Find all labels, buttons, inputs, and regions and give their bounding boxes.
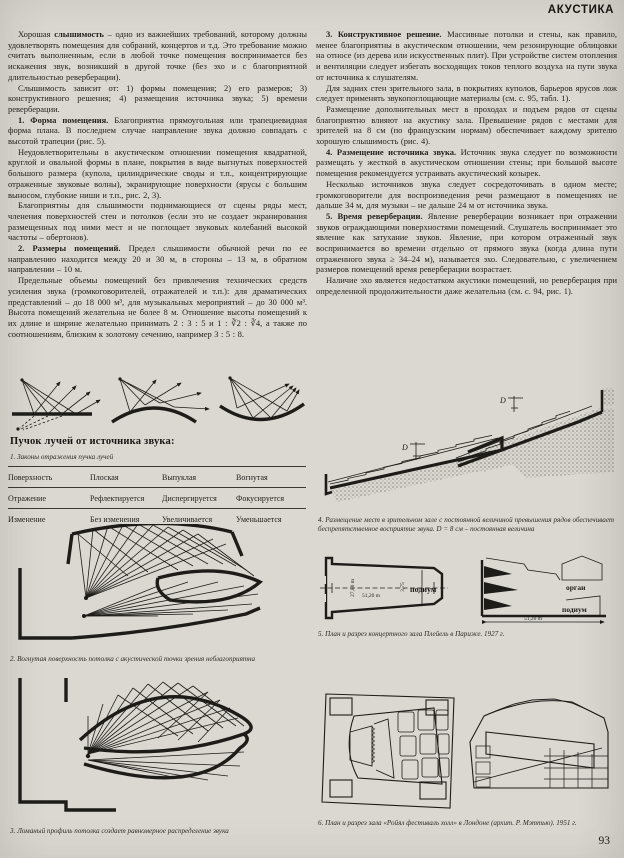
right-text-column: [316, 29, 617, 297]
plan-length-dim: 51,20 m: [362, 593, 381, 599]
paragraph-absorbing-materials: Для задних стен зрительного зала, в покрытиях куполов, барьеров ярусов лож следует применять звукопоглощающие материалы (см. с. 95, табл. 1).: [316, 82, 617, 104]
figure2-caption: 2. Вогнутая поверхность потолка с акустической точки зрения неблагоприятна: [10, 655, 256, 663]
pleyel-section: [482, 556, 606, 622]
table-cell: Отражение: [8, 493, 47, 503]
table-cell: Диспергируется: [162, 493, 217, 503]
section-length-dim: 51,20 m: [524, 616, 543, 622]
figure-pleyel-plan-section: [316, 552, 617, 628]
upper-ray-fan: [78, 524, 254, 598]
d-label-lower: D: [402, 443, 408, 452]
table-row: [8, 488, 306, 509]
figure-faceted-ceiling-section: [8, 676, 308, 824]
d-label-upper: D: [500, 396, 506, 405]
paragraph-audibility: Хорошая слышимость – одно из важнейших требований, которому должны удовлетворять помещения для собраний, концертов и т.д. Это требование можно считать выполненным, если в любой точке помещения воспринимается без искажения звук, возникший в другой точке (без эхо и с благоприятной длительностью реверберации).: [8, 29, 308, 82]
flat-surface-diagram: [12, 378, 100, 430]
figure-concave-ceiling-section: [8, 524, 308, 652]
figure4-caption: 4. Размещение мест в зрительном зале с постоянной величиной превышения рядов обеспечивает беспрепятственное восприятие звука. D = 8 см – постоянная величина: [318, 516, 614, 533]
figure3-caption: 3. Ломаный профиль потолка создает равномерное распределение звука: [10, 827, 229, 835]
table-cell: Плоская: [90, 472, 119, 482]
paragraph-unfavorable-shapes: Неудовлетворительны в акустическом отношении помещения квадратной, круглой и овальной формы в плане, покрытия в виде выгнутых поверхностей большого размера (купола, цилиндрические своды и т.п., концентрирующие отраженные звуковые волны), экранирующие поверхности (ярусы с большим выносом, глубокие ниши и т.п., рис. 2, 3).: [8, 146, 307, 200]
paragraph-structural-solution: 3. Конструктивное решение. Массивные потолки и стены, как правило, менее благоприятны в акустическом отношении, чем резонирующие облицовки на относе (из дерева или искусственных плит). При устройстве систем отопления и вентиляции следует избегать восходящих токов теплого воздуха на пути звука от источника к слушателям.: [316, 29, 617, 82]
reflection-table: [8, 466, 306, 529]
lower-floor-hatch: [330, 452, 512, 502]
section-organ-label: орган: [566, 583, 586, 592]
paragraph-room-shape: 1. Форма помещения. Благоприятна прямоугольная или трапециевидная форма плана. В последнем случае направление звука должно совпадать с высотой трапеции (рис. 5).: [8, 114, 307, 147]
ceiling-ray-fan: [88, 682, 244, 754]
right-wall-hatch: [602, 388, 614, 406]
section-podium-label: подиум: [562, 605, 587, 614]
table-cell: Выпуклая: [162, 472, 197, 482]
convex-surface-diagram: [112, 377, 209, 422]
festival-hall-plan: [322, 694, 454, 808]
figure-ray-reflection-diagrams: [8, 376, 308, 432]
figure-festival-hall-plan-section: [316, 686, 617, 816]
d-gauge-upper: [499, 396, 523, 412]
paragraph-audibility-factors: Слышимость зависит от: 1) формы помещения; 2) его размеров; 3) конструктивного решения; 4) размещения источника звука; 5) времени реверберации.: [8, 82, 307, 114]
paragraph-volume-limits: Предельные объемы помещений без привлечения технических средств усиления звука (громкоговорителей, отражателей и т.п.): для драматических представлений – до 18 000 м³, для музыкальных мероприятий – до 30 000 м³. Высота помещений желательна не более 8 м. Отношение высоты помещений к их длине и ширине желательно принимать 2 : 3 : 5 и 1 : ∛2 : ∛4, а также по соотношениям, близким к золотому сечению, например 3 : 5 : 8.: [8, 275, 307, 339]
table-cell: Рефлектируется: [90, 493, 145, 503]
table-cell: Фокусируется: [236, 493, 285, 503]
table-cell: Уменьшается: [236, 514, 282, 524]
page-header-title: АКУСТИКА: [547, 4, 614, 16]
concave-surface-diagram: [220, 376, 304, 419]
table-caption-reflection-laws: 1. Законы отражения пучка лучей: [10, 453, 114, 461]
plan-podium-label: подиум: [410, 585, 437, 594]
table-cell: Увеличивается: [162, 514, 213, 524]
paragraph-sound-source: 4. Размещение источника звука. Источник звука следует по возможности размещать у жесткой в акустическом отношении стены; при большой высоте помещения рекомендуется устраивать акустический козырек.: [316, 146, 618, 179]
paragraph-favorable-features: Благоприятны для слышимости поднимающиеся от сцены ряды мест, членения поверхностей стен и потолков (если это не создает экранирования размещенных под ними мест и не поглощает звуковых колебаний высокой частоты – обертонов).: [8, 200, 307, 243]
figure-auditorium-rise-section: [316, 386, 617, 510]
table-header-row: [8, 467, 306, 488]
figure6-caption: 6. План и разрез зала «Ройял фестиваль холл» в Лондоне (архит. Р. Мэттью). 1951 г.: [318, 819, 577, 827]
table-cell: Без изменения: [90, 514, 140, 524]
page-number: 93: [598, 835, 610, 847]
figure5-caption: 5. План и разрез концертного зала Плейель в Париже. 1927 г.: [318, 630, 505, 638]
left-text-column: [8, 29, 307, 339]
d-gauge-lower: [401, 442, 425, 460]
paragraph-reverberation: 5. Время реверберации. Явление реверберации возникает при отражении звуков ограждающими поверхностями помещений. Слушатель воспринимает это явление как затухание звуков. Явление, при котором отраженный звук воспринимается во времени отдельно от прямого звука (когда длина пути отраженного звука ≥ 34–24 м), называется эхо. Следовательно, с увеличением размеров помещений время реверберации возрастает.: [316, 210, 617, 275]
pleyel-plan: [320, 558, 448, 618]
paragraph-loudspeakers: Несколько источников звука следует сосредоточивать в одном месте; громкоговорители для воспроизведения речи размещают в помещениях не дальше 34 м, для музыки – не дальше 24 м от источника звука.: [316, 178, 617, 211]
paragraph-room-sizes: 2. Размеры помещений. Предел слышимости обычной речи по ее направлению находится между 20 и 30 м, в стороны – 13 м, в обратном направлении – 10 м.: [8, 243, 308, 275]
paragraph-echo: Наличие эхо является недостатком акустики помещений, но реверберация при определенной продолжительности даже желательна (см. с. 94, рис. 1).: [316, 275, 617, 296]
plan-width-dim: 27,80 m: [350, 578, 356, 598]
table-cell: Поверхность: [8, 472, 53, 482]
table-cell: Вогнутая: [236, 472, 268, 482]
table-cell: Изменение: [8, 514, 46, 524]
plan-depth-dim: 3,75: [400, 582, 406, 592]
section-heading-ray-beam: Пучок лучей от источника звука:: [10, 436, 175, 447]
paragraph-seat-placement: Размещение дополнительных мест в проходах и подъем рядов от сцены благоприятно влияют на акустику зала. Превышение рядов с местами для зрителей на 8 см (по французским нормам) обеспечивает каждому зрителю хорошую слышимость (рис. 4).: [316, 103, 617, 147]
festival-hall-section: [470, 699, 608, 788]
